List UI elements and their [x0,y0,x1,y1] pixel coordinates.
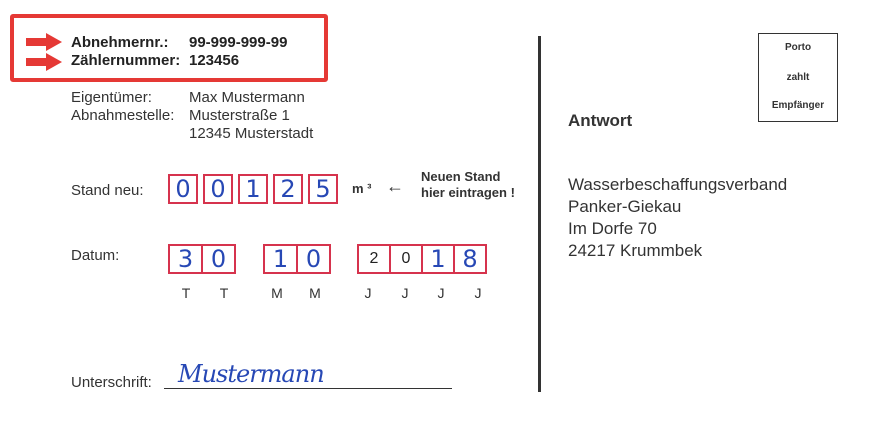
date-letter: M [309,285,321,301]
owner-label: Eigentümer: [71,89,152,106]
postage-text: zahlt [786,72,810,83]
month-digit-box[interactable]: 0 [296,244,331,274]
date-letter: T [181,285,191,301]
date-label: Datum: [71,247,120,264]
day-digit-box[interactable]: 3 [168,244,203,274]
signature-line[interactable] [164,388,452,389]
reply-address [568,174,787,262]
reading-hint-line: hier eintragen ! [421,185,515,200]
date-letter: J [437,285,445,301]
year-digit-box[interactable]: 2 [357,244,391,274]
address-line: Im Dorfe 70 [568,219,657,238]
meter-number-label: Zählernummer: [71,52,181,69]
signature-label: Unterschrift: [71,374,152,391]
reading-hint-line: Neuen Stand [421,169,501,184]
left-arrow-icon: ← [386,176,404,196]
red-arrow-icon [26,33,62,51]
date-letter: T [219,285,229,301]
site-street: Musterstraße 1 [189,107,290,124]
postage-text: Empfänger [771,100,825,111]
signature-handwriting: Mustermann [178,360,324,388]
meter-number-value: 123456 [189,52,240,69]
year-digit-box[interactable]: 8 [453,244,487,274]
red-arrow-icon [26,53,62,71]
reading-digit-box[interactable]: 2 [273,174,303,204]
date-letter: M [271,285,283,301]
year-digit-box[interactable]: 1 [421,244,455,274]
year-digit-box[interactable]: 0 [389,244,423,274]
card-divider [538,36,541,392]
customer-number-value: 99-999-999-99 [189,34,288,51]
reading-digit-box[interactable]: 0 [168,174,198,204]
month-digit-box[interactable]: 1 [263,244,298,274]
reply-title: Antwort [568,111,633,130]
site-label: Abnahmestelle: [71,107,175,124]
reading-hint [421,169,515,201]
date-letter: J [474,285,482,301]
address-line: 24217 Krummbek [568,241,703,260]
address-line: Panker-Giekau [568,197,682,216]
reading-digit-box[interactable]: 0 [203,174,233,204]
site-city: 12345 Musterstadt [189,125,314,142]
reading-label: Stand neu: [71,182,144,199]
unit-label: m ³ [352,181,372,196]
date-letter: J [364,285,372,301]
owner-value: Max Mustermann [189,89,305,106]
day-digit-box[interactable]: 0 [201,244,236,274]
postage-box [758,33,838,122]
address-line: Wasserbeschaffungsverband [568,175,788,194]
reading-digit-box[interactable]: 5 [308,174,338,204]
reading-digit-box[interactable]: 1 [238,174,268,204]
postage-text: Porto [784,42,812,53]
customer-number-label: Abnehmernr.: [71,34,169,51]
date-letter: J [401,285,409,301]
